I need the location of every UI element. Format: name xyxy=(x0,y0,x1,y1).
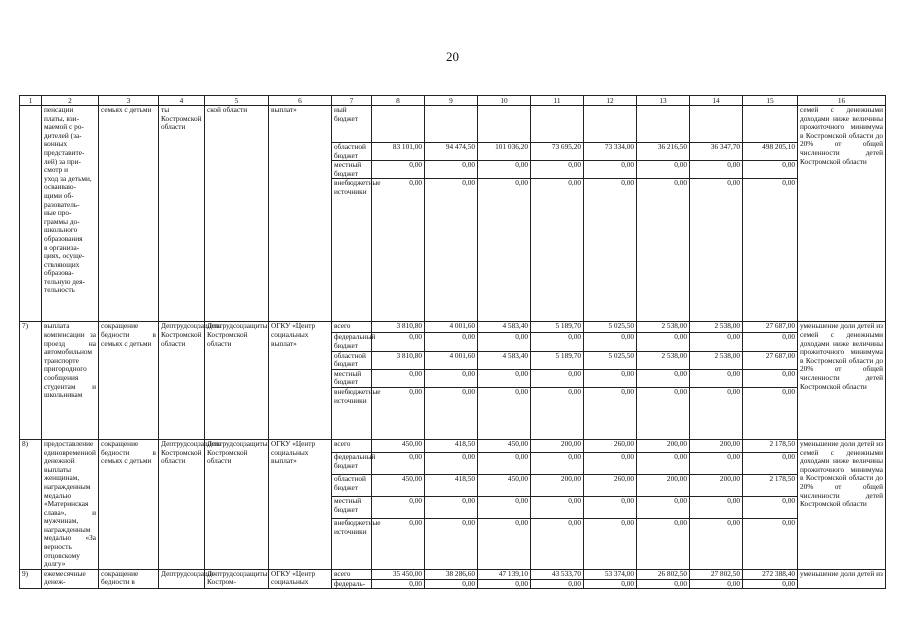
amount-cell: 0,00 xyxy=(584,453,637,475)
amount-cell: 0,00 xyxy=(743,453,798,475)
measure-goal: сокращение бедности в xyxy=(99,569,159,589)
amount-cell: 0,00 xyxy=(637,179,690,322)
col-number: 11 xyxy=(531,96,584,106)
funding-source: областной бюджет xyxy=(332,143,372,161)
amount-cell xyxy=(637,106,690,143)
amount-cell: 0,00 xyxy=(372,579,425,589)
amount-cell: 260,00 xyxy=(584,439,637,452)
amount-cell: 0,00 xyxy=(743,519,798,570)
amount-cell: 0,00 xyxy=(637,369,690,387)
amount-cell: 4 001,60 xyxy=(425,322,478,333)
funding-source: внебюджетные источники xyxy=(332,387,372,439)
amount-cell: 450,00 xyxy=(478,439,531,452)
co-executor: Дептрудсоцзащиты Костром- xyxy=(205,569,269,589)
amount-cell: 0,00 xyxy=(531,497,584,519)
amount-cell: 0,00 xyxy=(584,369,637,387)
responsible-executor: ты Костромской области xyxy=(159,106,205,322)
page-number: 20 xyxy=(446,49,459,64)
amount-cell: 0,00 xyxy=(478,579,531,589)
amount-cell: 200,00 xyxy=(690,475,743,497)
measure-goal: сокращение бедности в семьях с детьми xyxy=(99,439,159,569)
expected-result: уменьшение доли детей из xyxy=(798,569,886,589)
amount-cell: 0,00 xyxy=(478,387,531,439)
amount-cell: 0,00 xyxy=(743,369,798,387)
col-number: 3 xyxy=(99,96,159,106)
amount-cell: 0,00 xyxy=(531,179,584,322)
amount-cell: 0,00 xyxy=(372,453,425,475)
amount-cell: 0,00 xyxy=(690,179,743,322)
responsible-executor: Дептрудсоцзащи- xyxy=(159,569,205,589)
co-executor: Дептрудсоцзащиты Костромской области xyxy=(205,439,269,569)
amount-cell: 0,00 xyxy=(584,161,637,179)
funding-source: местный бюджет xyxy=(332,497,372,519)
amount-cell xyxy=(425,106,478,143)
amount-cell: 0,00 xyxy=(531,387,584,439)
amount-cell: 0,00 xyxy=(425,333,478,351)
amount-cell: 0,00 xyxy=(743,497,798,519)
amount-cell: 0,00 xyxy=(478,333,531,351)
amount-cell: 0,00 xyxy=(637,161,690,179)
amount-cell: 0,00 xyxy=(584,497,637,519)
amount-cell: 2 538,00 xyxy=(637,322,690,333)
amount-cell: 47 139,10 xyxy=(478,569,531,579)
funding-source: местный бюджет xyxy=(332,369,372,387)
amount-cell: 0,00 xyxy=(478,369,531,387)
amount-cell: 26 802,50 xyxy=(637,569,690,579)
amount-cell: 0,00 xyxy=(584,387,637,439)
amount-cell: 260,00 xyxy=(584,475,637,497)
amount-cell: 0,00 xyxy=(372,387,425,439)
amount-cell: 0,00 xyxy=(478,497,531,519)
amount-cell: 0,00 xyxy=(584,519,637,570)
amount-cell: 200,00 xyxy=(531,475,584,497)
amount-cell: 0,00 xyxy=(531,369,584,387)
amount-cell: 200,00 xyxy=(637,439,690,452)
col-number: 1 xyxy=(20,96,42,106)
col-number: 5 xyxy=(205,96,269,106)
amount-cell: 0,00 xyxy=(372,179,425,322)
amount-cell: 53 374,00 xyxy=(584,569,637,579)
col-number: 16 xyxy=(798,96,886,106)
amount-cell: 200,00 xyxy=(690,439,743,452)
col-number: 8 xyxy=(372,96,425,106)
amount-cell: 0,00 xyxy=(425,497,478,519)
amount-cell: 2 178,50 xyxy=(743,475,798,497)
funding-source: внебюджетные источники xyxy=(332,179,372,322)
amount-cell: 0,00 xyxy=(372,519,425,570)
amount-cell: 0,00 xyxy=(425,453,478,475)
amount-cell: 4 583,40 xyxy=(478,351,531,369)
program-table xyxy=(19,95,886,589)
amount-cell: 3 810,80 xyxy=(372,322,425,333)
amount-cell: 73 334,00 xyxy=(584,143,637,161)
measure-description: ежемесячные денеж- xyxy=(42,569,99,589)
column-number-row xyxy=(20,96,886,106)
amount-cell: 0,00 xyxy=(743,161,798,179)
measure-number: 7) xyxy=(20,322,42,440)
amount-cell: 0,00 xyxy=(531,519,584,570)
amount-cell xyxy=(531,106,584,143)
amount-cell: 0,00 xyxy=(690,369,743,387)
amount-cell: 0,00 xyxy=(637,519,690,570)
expected-result: уменьшение доли детей из семей с денежными доходами ниже величины прожиточного минимума в Костромской области до 20% от общей численности детей Костромской области xyxy=(798,322,886,440)
responsible-executor: Дептрудсоцзащиты Костромской области xyxy=(159,322,205,440)
funding-source: федеральный бюджет xyxy=(332,453,372,475)
participant: выплат» xyxy=(269,106,332,322)
amount-cell: 0,00 xyxy=(372,333,425,351)
col-number: 15 xyxy=(743,96,798,106)
amount-cell: 0,00 xyxy=(478,179,531,322)
amount-cell: 101 036,20 xyxy=(478,143,531,161)
amount-cell: 0,00 xyxy=(478,519,531,570)
funding-row xyxy=(20,322,886,333)
funding-row xyxy=(20,106,886,143)
amount-cell: 4 583,40 xyxy=(478,322,531,333)
measure-number: 9) xyxy=(20,569,42,589)
col-number: 12 xyxy=(584,96,637,106)
amount-cell: 0,00 xyxy=(425,579,478,589)
expected-result: уменьшение доли детей из семей с денежными доходами ниже величины прожиточного минимума в Костромской области до 20% от общей численности детей Костромской области xyxy=(798,439,886,569)
amount-cell: 0,00 xyxy=(637,497,690,519)
amount-cell: 0,00 xyxy=(584,179,637,322)
amount-cell: 2 538,00 xyxy=(690,351,743,369)
amount-cell: 200,00 xyxy=(531,439,584,452)
funding-source: внебюджетные источники xyxy=(332,519,372,570)
amount-cell: 0,00 xyxy=(425,369,478,387)
amount-cell: 0,00 xyxy=(690,579,743,589)
co-executor: Дептрудсоцзащиты Костромской области xyxy=(205,322,269,440)
co-executor: ской области xyxy=(205,106,269,322)
amount-cell xyxy=(690,106,743,143)
amount-cell xyxy=(584,106,637,143)
amount-cell: 5 025,50 xyxy=(584,322,637,333)
amount-cell: 4 001,60 xyxy=(425,351,478,369)
amount-cell: 272 388,40 xyxy=(743,569,798,579)
amount-cell: 0,00 xyxy=(743,333,798,351)
amount-cell xyxy=(372,106,425,143)
measure-number: 8) xyxy=(20,439,42,569)
amount-cell: 0,00 xyxy=(690,519,743,570)
measure-description: выплата компенсации за проезд на автомобильном транспорте пригородного сообщения студентам и школьникам xyxy=(42,322,99,440)
amount-cell: 35 450,00 xyxy=(372,569,425,579)
funding-row xyxy=(20,569,886,579)
funding-source: областной бюджет xyxy=(332,475,372,497)
funding-source: федераль- xyxy=(332,579,372,589)
amount-cell: 0,00 xyxy=(637,333,690,351)
amount-cell: 0,00 xyxy=(584,333,637,351)
col-number: 2 xyxy=(42,96,99,106)
amount-cell: 0,00 xyxy=(531,579,584,589)
amount-cell: 0,00 xyxy=(637,387,690,439)
measure-description: пенсации платы, взи- маемой с ро- дителей (за- конных представите- лей) за при- смотр и уход за детьми, осваиваю- щими об- разователь- ные про- граммы до- школьного образования в организа- циях, осуще- ствляющих образова- тельную дея- тельность xyxy=(42,106,99,322)
measure-goal: семьях с детьми xyxy=(99,106,159,322)
amount-cell: 0,00 xyxy=(531,453,584,475)
participant: ОГКУ «Центр социальных xyxy=(269,569,332,589)
amount-cell: 450,00 xyxy=(372,475,425,497)
amount-cell: 0,00 xyxy=(690,387,743,439)
amount-cell: 2 538,00 xyxy=(690,322,743,333)
amount-cell: 0,00 xyxy=(637,579,690,589)
amount-cell: 94 474,50 xyxy=(425,143,478,161)
amount-cell: 43 533,70 xyxy=(531,569,584,579)
measure-description: предоставление единовременной денежной выплаты женщинам, награжденным медалью «Материнская слава», и мужчинам, награжденным медалью «За верность отцовскому долгу» xyxy=(42,439,99,569)
amount-cell: 0,00 xyxy=(425,161,478,179)
funding-source: всего xyxy=(332,569,372,579)
amount-cell: 73 695,20 xyxy=(531,143,584,161)
funding-source: федеральный бюджет xyxy=(332,333,372,351)
responsible-executor: Дептрудсоцзащиты Костромской области xyxy=(159,439,205,569)
amount-cell: 0,00 xyxy=(425,519,478,570)
amount-cell: 450,00 xyxy=(478,475,531,497)
amount-cell: 83 101,00 xyxy=(372,143,425,161)
amount-cell: 0,00 xyxy=(743,179,798,322)
col-number: 13 xyxy=(637,96,690,106)
amount-cell: 0,00 xyxy=(531,161,584,179)
amount-cell: 0,00 xyxy=(690,497,743,519)
amount-cell xyxy=(743,106,798,143)
expected-result: семей с денежными доходами ниже величины прожиточного минимума в Костромской области до 20% от общей численности детей Костромской области xyxy=(798,106,886,322)
amount-cell: 0,00 xyxy=(743,387,798,439)
participant: ОГКУ «Центр социальных выплат» xyxy=(269,439,332,569)
amount-cell: 450,00 xyxy=(372,439,425,452)
amount-cell: 0,00 xyxy=(743,579,798,589)
amount-cell: 27 802,50 xyxy=(690,569,743,579)
amount-cell: 2 538,00 xyxy=(637,351,690,369)
amount-cell: 0,00 xyxy=(425,387,478,439)
amount-cell: 418,50 xyxy=(425,475,478,497)
measure-number xyxy=(20,106,42,322)
amount-cell: 0,00 xyxy=(478,161,531,179)
amount-cell: 0,00 xyxy=(425,179,478,322)
col-number: 6 xyxy=(269,96,332,106)
amount-cell: 0,00 xyxy=(372,497,425,519)
amount-cell: 0,00 xyxy=(690,333,743,351)
amount-cell: 3 810,80 xyxy=(372,351,425,369)
amount-cell: 498 205,10 xyxy=(743,143,798,161)
amount-cell: 0,00 xyxy=(372,369,425,387)
amount-cell: 0,00 xyxy=(637,453,690,475)
funding-source: ный бюджет xyxy=(332,106,372,143)
amount-cell: 5 025,50 xyxy=(584,351,637,369)
col-number: 14 xyxy=(690,96,743,106)
col-number: 4 xyxy=(159,96,205,106)
amount-cell: 36 347,70 xyxy=(690,143,743,161)
amount-cell: 5 189,70 xyxy=(531,351,584,369)
col-number: 10 xyxy=(478,96,531,106)
amount-cell: 2 178,50 xyxy=(743,439,798,452)
amount-cell: 27 687,00 xyxy=(743,351,798,369)
amount-cell: 418,50 xyxy=(425,439,478,452)
funding-source: местный бюджет xyxy=(332,161,372,179)
funding-row xyxy=(20,439,886,452)
amount-cell: 0,00 xyxy=(690,453,743,475)
amount-cell: 0,00 xyxy=(690,161,743,179)
amount-cell: 38 286,60 xyxy=(425,569,478,579)
col-number: 9 xyxy=(425,96,478,106)
amount-cell: 0,00 xyxy=(372,161,425,179)
participant: ОГКУ «Центр социальных выплат» xyxy=(269,322,332,440)
amount-cell: 0,00 xyxy=(531,333,584,351)
funding-source: областной бюджет xyxy=(332,351,372,369)
funding-source: всего xyxy=(332,439,372,452)
amount-cell: 36 216,50 xyxy=(637,143,690,161)
col-number: 7 xyxy=(332,96,372,106)
amount-cell: 0,00 xyxy=(478,453,531,475)
measure-goal: сокращение бедности в семьях с детьми xyxy=(99,322,159,440)
amount-cell: 200,00 xyxy=(637,475,690,497)
amount-cell: 27 687,00 xyxy=(743,322,798,333)
funding-source: всего xyxy=(332,322,372,333)
amount-cell: 0,00 xyxy=(584,579,637,589)
amount-cell: 5 189,70 xyxy=(531,322,584,333)
amount-cell xyxy=(478,106,531,143)
